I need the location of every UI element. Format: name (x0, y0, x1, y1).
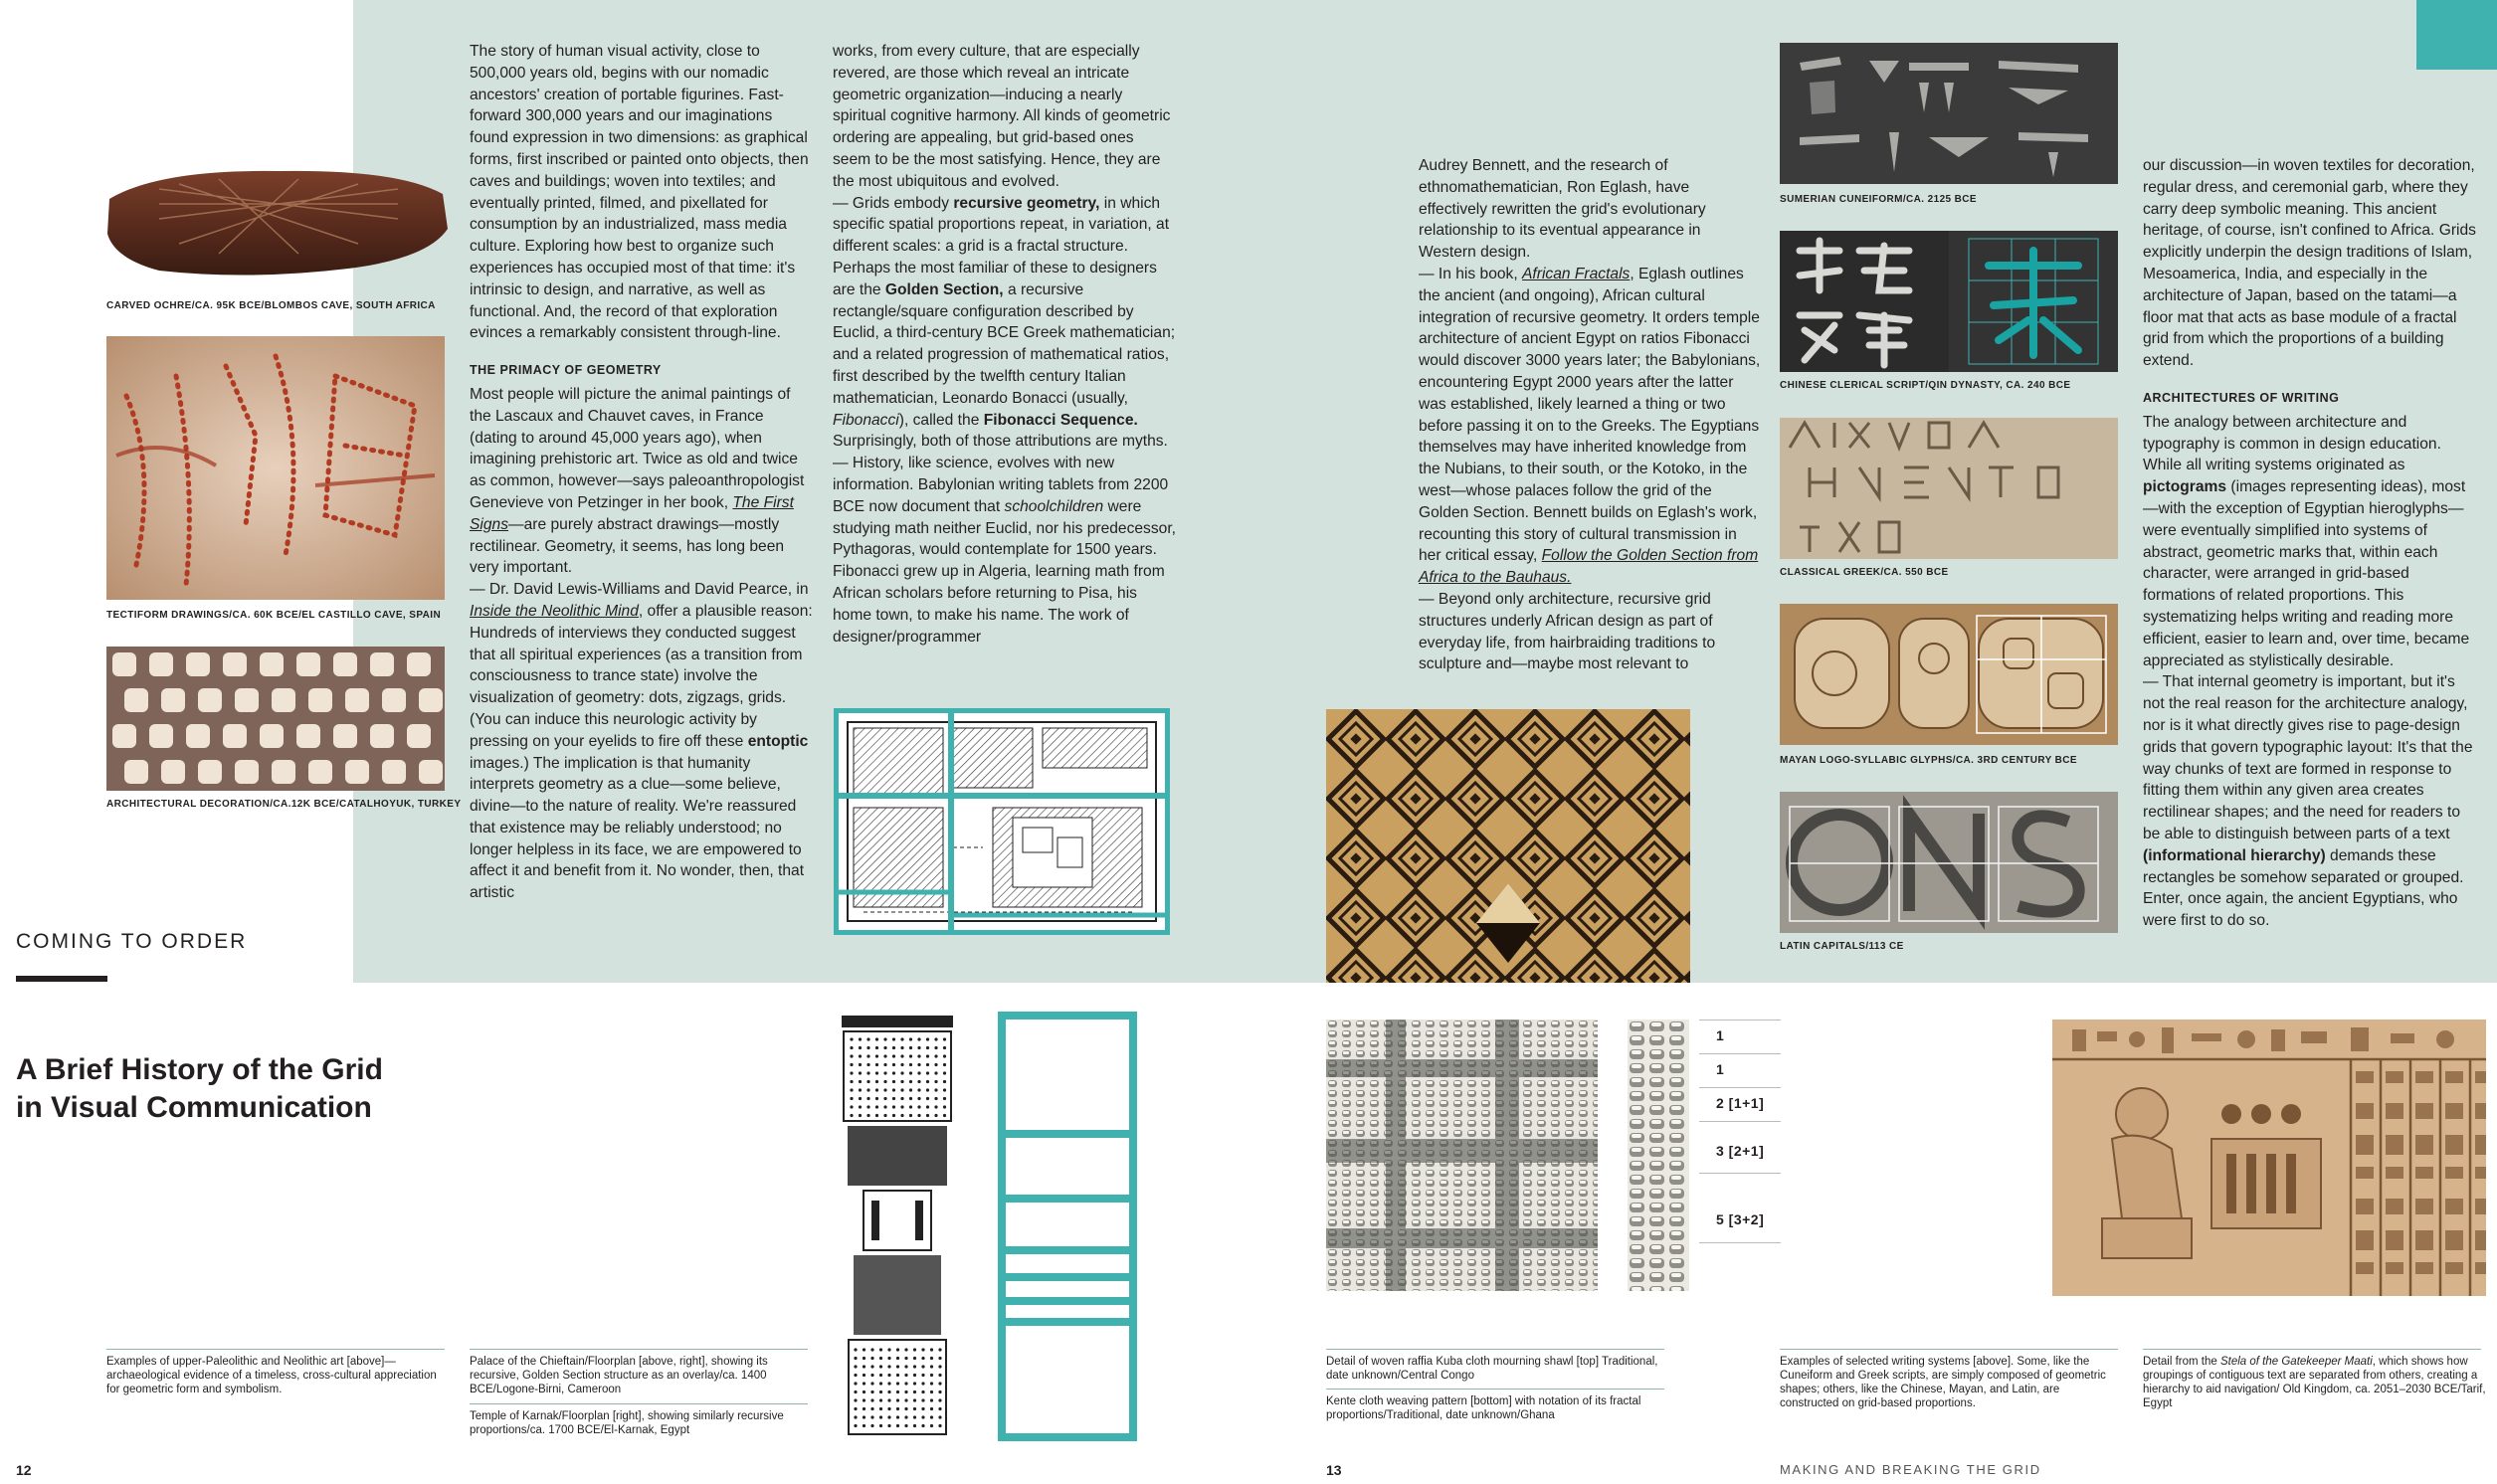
text-column-2 (833, 41, 1176, 648)
caption-rule (470, 1349, 808, 1350)
kente-cloth-image (1326, 1020, 1598, 1291)
col4-paragraph-2: The analogy between architecture and typography is common in design education. While all writing systems originated as pictograms (images representing ideas), most—with the exception of Egyptian hieroglyphs—were eventually simplified into systems of abstract, geometric marks that, within each character, were arranged in grid-based formations of related proportions. This systematizing helps writing and reading more efficient, easier to learn and, over time, became appreciated as stylistically desirable. (2143, 413, 2470, 669)
col3-paragraph-2: — In his book, African Fractals, Eglash outlines the ancient (and ongoing), African cultural integration of recursive geometry. It orders temple architecture of ancient Egypt on ratios Fibonacci would discover 3000 years later; the Babylonians, encountering Egypt 2000 years after the latter was established, likely learned a thing or two before passing it on to the Greeks. The Egyptians themselves may have inherited knowledge from the Nubians, to their south, or the Kotoko, in the west—whose palaces follow the grid of the Golden Section. Bennett builds on Eglash's work, recounting this story of cultural transmission in her critical essay, Follow the Golden Section from Africa to the Bauhaus. (1419, 265, 1761, 587)
kuba-cloth-image (1326, 709, 1690, 983)
page-number-left: 12 (16, 1462, 32, 1478)
caption-carved-ochre: CARVED OCHRE/CA. 95K BCE/BLOMBOS CAVE, SOUTH AFRICA (106, 300, 436, 311)
tectiform-drawings-image (106, 336, 445, 600)
col2-paragraph-2: — Grids embody recursive geometry, in which specific spatial proportions repeat, in variation, at different scales: a grid is a fractal structure. Perhaps the most familiar of these to designers are the Golden Section, a recursive rectangle/square configuration described by Euclid, a third-century BCE Greek mathematician; and a related progression of mathematical ratios, first described by the twelfth century Italian mathematician, Leonardo Bonacci (usually, Fibonacci), called the Fibonacci Sequence. Surprisingly, both of those attributions are myths. (833, 194, 1176, 451)
subhead-primacy: THE PRIMACY OF GEOMETRY (470, 363, 662, 378)
col2-paragraph-3: — History, like science, evolves with new information. Babylonian writing tablets from 2200 BCE now document that schoolchildren were studying math neither Euclid, nor his predecessor, Pythagoras, would contemplate for 1500 years. Fibonacci grew up in Algeria, learning math from African scholars before returning to Pisa, his home town, to make his name. The work of designer/programmer (833, 455, 1176, 646)
caption-rule (470, 1403, 808, 1404)
carved-ochre-image (99, 159, 453, 283)
essay-golden-section: Follow the Golden Section from Africa to the Bauhaus. (1419, 547, 1759, 587)
caption-rule (2143, 1349, 2481, 1350)
fib-rule (1699, 1121, 1781, 1122)
fibonacci-notation (1699, 1020, 1781, 1318)
figure-caption-writing: Examples of selected writing systems [above]. Some, like the Cuneiform and Greek scripts, are simply composed of geometric shapes; others, like the Chinese, Mayan, and Latin, are constructed on grid-based proportions. (1780, 1356, 2106, 1409)
text-column-4 (2143, 155, 2479, 932)
stela-of-maati-image (2052, 1020, 2486, 1296)
caption-clerical: CHINESE CLERICAL SCRIPT/QIN DYNASTY, CA. 240 BCE (1780, 380, 2071, 391)
fib-term: 1 (1716, 1027, 1725, 1043)
kente-detail-strip-image (1628, 1020, 1689, 1291)
fib-rule (1699, 1242, 1781, 1243)
chapter-tab (2416, 0, 2497, 70)
figure-caption-stela: Detail from the Stela of the Gatekeeper Maati, which shows how groupings of contiguous text are separated from others, creating a hierarchy to aid navigation/ Old Kingdom, ca. 2051–2030 BCE/Tarif, Egypt (2143, 1356, 2486, 1409)
fib-rule (1699, 1087, 1781, 1088)
col3-paragraph-1: Audrey Bennett, and the research of ethnomathematician, Ron Eglash, have effectively rewritten the grid's evolutionary relationship to its eventual appearance in Western design. (1419, 157, 1706, 262)
col2-paragraph-1: works, from every culture, that are especially revered, are those which reveal an intricate geometric organization—inducing a nearly spiritual cognitive harmony. All kinds of geometric ordering are appealing, but grid-based ones seem to be the most satisfying. Hence, they are the most ubiquitous and evolved. (833, 43, 1171, 190)
text-column-1 (470, 41, 813, 904)
figure-caption-palace: Palace of the Chieftain/Floorplan [above, right], showing its recursive, Golden Section structure as an overlay/ca. 1400 BCE/Logone-Birni, Cameroon (470, 1356, 768, 1395)
fib-term: 5 [3+2] (1716, 1211, 1765, 1227)
book-african-fractals: African Fractals (1522, 265, 1631, 282)
section-rule (16, 976, 107, 982)
caption-rule (1326, 1389, 1664, 1390)
running-head: MAKING AND BREAKING THE GRID (1780, 1462, 2041, 1477)
caption-rule (1326, 1349, 1664, 1350)
figure-caption-karnak: Temple of Karnak/Floorplan [right], showing similarly recursive proportions/ca. 1700 BCE/El-Karnak, Egypt (470, 1410, 784, 1436)
caption-rule (1780, 1349, 2118, 1350)
fib-rule (1699, 1053, 1781, 1054)
subhead-architectures: ARCHITECTURES OF WRITING (2143, 390, 2340, 405)
col1-paragraph-3: — Dr. David Lewis-Williams and David Pearce, in Inside the Neolithic Mind, offer a plausible reason: Hundreds of interviews they conducted suggest that all spiritual experiences (as a transition from consciousness to trance state) involve the visualization of geometry: dots, zigzags, grids. (You can induce this neurologic activity by pressing on your eyelids to fire off these entoptic images.) The implication is that humanity interprets geometry as a clue—some believe, divine—to the nature of reality. We're reassured that existence may be reliably understood; no longer helpless in its face, we are empowered to affect it and benefit from it. No wonder, then, that artistic (470, 581, 813, 902)
caption-cuneiform: SUMERIAN CUNEIFORM/CA. 2125 BCE (1780, 194, 1977, 205)
page-number-right: 13 (1326, 1462, 1342, 1478)
col4-paragraph-1: our discussion—in woven textiles for decoration, regular dress, and ceremonial garb, where they carry deep symbolic meaning. This ancient heritage, of course, isn't confined to Africa. Grids explicitly underpin the design traditions of Islam, Mesoamerica, India, and especially in the architecture of Japan, based on the tatami—a floor mat that acts as base module of a fractal grid from which the proportions of a building extend. (2143, 157, 2476, 370)
book-neolithic-mind: Inside the Neolithic Mind (470, 602, 639, 620)
fib-term: 2 [1+1] (1716, 1095, 1765, 1111)
caption-rule (106, 1349, 445, 1350)
recursive-proportion-grid (998, 1012, 1137, 1441)
classical-greek-image (1780, 418, 2118, 559)
palace-floorplan-diagram (834, 708, 1170, 935)
text-column-3 (1419, 155, 1762, 675)
fib-rule (1699, 1173, 1781, 1174)
latin-capitals-image (1780, 792, 2118, 933)
architectural-decoration-image (106, 647, 445, 791)
col4-paragraph-3: — That internal geometry is important, but it's not the real reason for the architecture analogy, nor is it what directly gives rise to page-design grids that govern typographic layout: It's that the way chunks of text are formed in response to fitting them within any given area creates rectilinear shapes; and the need for readers to be able to distinguish between parts of a text (informational hierarchy) demands these rectangles be somehow separated or grouped. Enter, once again, the ancient Egyptians, who were first to do so. (2143, 673, 2473, 930)
chinese-clerical-image (1780, 231, 2118, 372)
col3-paragraph-3: — Beyond only architecture, recursive grid structures underly African design as part of everyday life, from hairbraiding traditions to sculpture and—maybe most relevant to (1419, 590, 1716, 673)
fib-term: 3 [2+1] (1716, 1143, 1765, 1159)
karnak-floorplan-diagram (834, 1012, 961, 1441)
mayan-glyphs-image (1780, 604, 2118, 745)
sumerian-cuneiform-image (1780, 43, 2118, 184)
figure-caption-kuba: Detail of woven raffia Kuba cloth mourning shawl [top] Traditional, date unknown/Central Congo (1326, 1356, 1658, 1382)
caption-tectiform: TECTIFORM DRAWINGS/CA. 60K BCE/EL CASTILLO CAVE, SPAIN (106, 610, 442, 621)
caption-greek: CLASSICAL GREEK/CA. 550 BCE (1780, 567, 1949, 578)
col1-paragraph-1: The story of human visual activity, close to 500,000 years old, begins with our nomadic ancestors' creation of portable figurines. Fast-forward 300,000 years and our imaginations found expression in two dimensions: as graphical forms, first inscribed or painted onto objects, then caves and buildings; woven into textiles; and eventually printed, filmed, and pixellated for consumption by an industrialized, mass media culture. Exploring how best to organize such experiences has occupied most of that time: it's intrinsic to design, and narrative, as well as functional. And, the record of that exploration evinces a remarkably consistent through-line. (470, 43, 809, 342)
figure-caption-paleo: Examples of upper-Paleolithic and Neolithic art [above]—archaeological evidence of a timeless, cross-cultural appreciation for geometric form and symbolism. (106, 1356, 437, 1395)
figure-caption-kente: Kente cloth weaving pattern [bottom] with notation of its fractal proportions/Traditional, date unknown/Ghana (1326, 1395, 1641, 1421)
book-first-signs: The First Signs (470, 493, 794, 533)
page-title (16, 1051, 383, 1127)
col1-paragraph-2: Most people will picture the animal paintings of the Lascaux and Chauvet caves, in France (dating to around 45,000 years ago), when imagining prehistoric art. Twice as old and twice as common, however—says paleoanthropologist Genevieve von Petzinger in her book, The First Signs—are purely abstract drawings—mostly rectilinear. Geometry, it seems, has long been very important. (470, 385, 805, 577)
title-line-1: A Brief History of the Grid (16, 1053, 383, 1086)
caption-latin: LATIN CAPITALS/113 CE (1780, 941, 1904, 952)
title-line-2: in Visual Communication (16, 1091, 372, 1124)
caption-mayan: MAYAN LOGO-SYLLABIC GLYPHS/CA. 3RD CENTURY BCE (1780, 755, 2077, 766)
section-label: COMING TO ORDER (16, 930, 248, 953)
caption-architectural: ARCHITECTURAL DECORATION/CA.12K BCE/CATALHOYUK, TURKEY (106, 799, 462, 810)
fib-term: 1 (1716, 1061, 1725, 1077)
